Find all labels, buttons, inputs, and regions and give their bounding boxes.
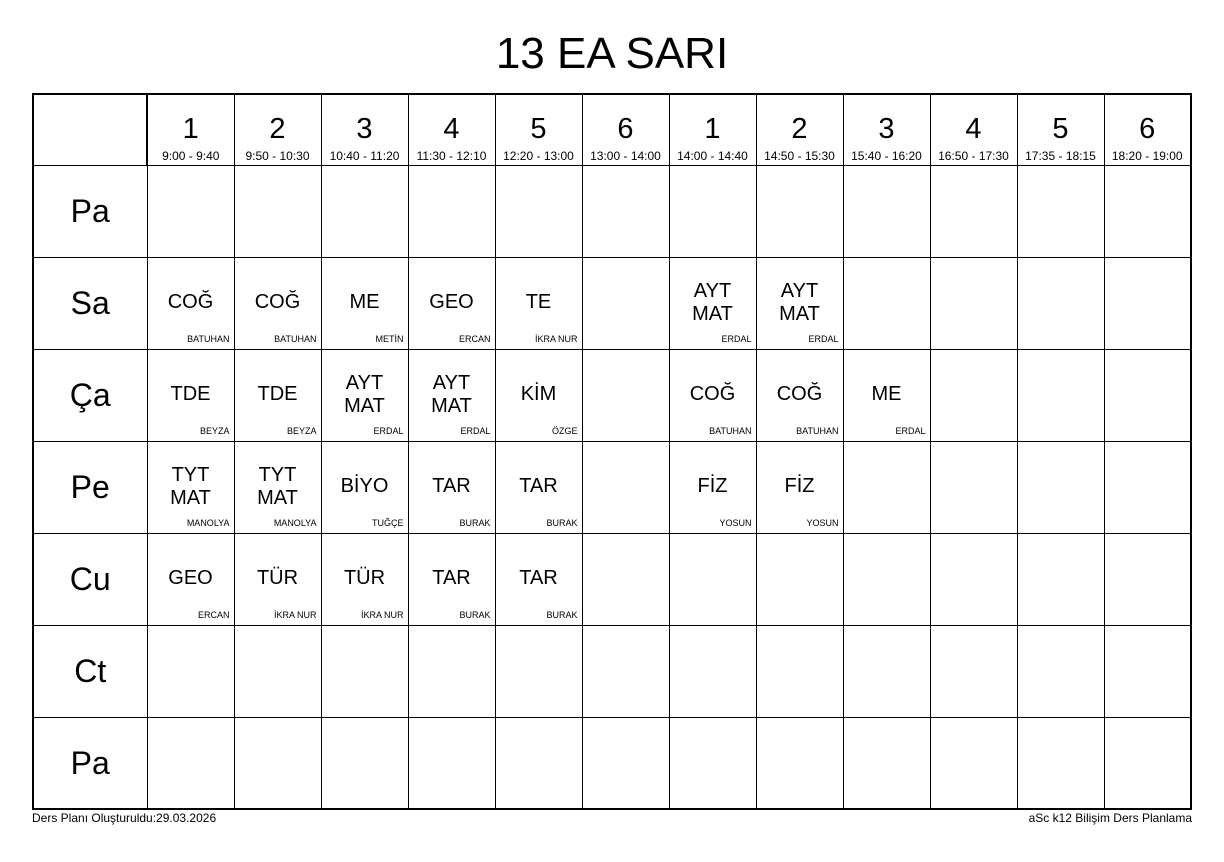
lesson-subject: TÜR: [256, 567, 299, 589]
lesson-cell: [756, 257, 843, 349]
empty-lesson-cell: [234, 717, 321, 809]
empty-lesson-cell: [930, 625, 1017, 717]
lesson-card: [757, 350, 843, 441]
empty-lesson-cell: [1017, 349, 1104, 441]
day-name-cell: [33, 349, 147, 441]
period-number: 1: [704, 113, 721, 145]
empty-lesson-cell: [756, 625, 843, 717]
empty-lesson-cell: [495, 165, 582, 257]
empty-lesson-cell: [147, 165, 234, 257]
period-time: 15:40 - 16:20: [851, 149, 922, 163]
lesson-card: [235, 442, 321, 533]
day-name: Pe: [70, 469, 110, 505]
empty-lesson-cell: [582, 257, 669, 349]
lesson-cell: [234, 441, 321, 533]
empty-lesson-cell: [669, 165, 756, 257]
lesson-teacher: MANOLYA: [273, 517, 317, 528]
lesson-cell: [147, 257, 234, 349]
lesson-teacher: ERCAN: [197, 609, 230, 620]
lesson-teacher: İKRA NUR: [360, 609, 404, 620]
lesson-subject: AYT MAT: [344, 371, 385, 417]
period-time: 16:50 - 17:30: [938, 149, 1009, 163]
period-header-4: [408, 94, 495, 165]
lesson-card: [496, 350, 582, 441]
period-header-11: [1017, 94, 1104, 165]
day-row: [33, 625, 1191, 717]
day-name: Pa: [70, 193, 110, 229]
lesson-subject: FİZ: [697, 475, 728, 497]
lesson-teacher: ÖZGE: [551, 425, 578, 436]
lesson-cell: [669, 349, 756, 441]
lesson-teacher: İKRA NUR: [273, 609, 317, 620]
period-header-3: [321, 94, 408, 165]
period-number: 6: [617, 113, 634, 145]
day-row: [33, 257, 1191, 349]
empty-lesson-cell: [582, 533, 669, 625]
day-row: [33, 165, 1191, 257]
empty-lesson-cell: [930, 349, 1017, 441]
period-time: 17:35 - 18:15: [1025, 149, 1096, 163]
lesson-cell: [147, 441, 234, 533]
lesson-card: [670, 442, 756, 533]
lesson-subject: TÜR: [343, 567, 386, 589]
empty-lesson-cell: [1104, 349, 1191, 441]
empty-lesson-cell: [495, 717, 582, 809]
lesson-subject: TDE: [257, 383, 298, 405]
empty-lesson-cell: [1017, 625, 1104, 717]
period-time: 9:50 - 10:30: [245, 149, 310, 163]
period-header-5: [495, 94, 582, 165]
period-number: 4: [965, 113, 982, 145]
empty-lesson-cell: [843, 533, 930, 625]
lesson-subject: COĞ: [776, 383, 823, 405]
empty-lesson-cell: [1017, 257, 1104, 349]
lesson-cell: [408, 257, 495, 349]
empty-lesson-cell: [669, 717, 756, 809]
lesson-subject: TYT MAT: [170, 463, 211, 509]
lesson-subject: COĞ: [689, 383, 736, 405]
lesson-cell: [234, 533, 321, 625]
empty-lesson-cell: [234, 625, 321, 717]
period-header-12: [1104, 94, 1191, 165]
empty-lesson-cell: [408, 717, 495, 809]
lesson-cell: [756, 349, 843, 441]
lesson-subject: FİZ: [784, 475, 815, 497]
lesson-teacher: YOSUN: [806, 517, 839, 528]
lesson-teacher: BATUHAN: [709, 425, 752, 436]
lesson-card: [409, 350, 495, 441]
period-time: 14:50 - 15:30: [764, 149, 835, 163]
lesson-teacher: YOSUN: [719, 517, 752, 528]
period-number: 6: [1139, 113, 1156, 145]
period-number: 2: [269, 113, 286, 145]
empty-lesson-cell: [1104, 165, 1191, 257]
period-header-6: [582, 94, 669, 165]
empty-lesson-cell: [1017, 441, 1104, 533]
day-name-cell: [33, 257, 147, 349]
lesson-cell: [321, 349, 408, 441]
empty-lesson-cell: [1104, 441, 1191, 533]
period-header-10: [930, 94, 1017, 165]
day-row: [33, 717, 1191, 809]
lesson-cell: [408, 349, 495, 441]
empty-lesson-cell: [582, 441, 669, 533]
lesson-cell: [408, 441, 495, 533]
lesson-card: [235, 258, 321, 349]
empty-lesson-cell: [495, 625, 582, 717]
day-name-cell: [33, 717, 147, 809]
empty-lesson-cell: [321, 625, 408, 717]
day-name: Cu: [69, 561, 111, 597]
lesson-subject: TAR: [432, 475, 471, 497]
period-time: 13:00 - 14:00: [590, 149, 661, 163]
day-name-cell: [33, 533, 147, 625]
lesson-card: [670, 258, 756, 349]
empty-lesson-cell: [930, 257, 1017, 349]
empty-lesson-cell: [843, 257, 930, 349]
empty-lesson-cell: [1017, 717, 1104, 809]
day-row: [33, 349, 1191, 441]
lesson-cell: [147, 533, 234, 625]
empty-lesson-cell: [1104, 257, 1191, 349]
lesson-card: [322, 442, 408, 533]
empty-lesson-cell: [321, 717, 408, 809]
lesson-card: [148, 350, 234, 441]
day-row: [33, 533, 1191, 625]
lesson-cell: [234, 257, 321, 349]
lesson-card: [409, 258, 495, 349]
empty-lesson-cell: [930, 533, 1017, 625]
lesson-card: [148, 258, 234, 349]
day-name-cell: [33, 625, 147, 717]
day-row: [33, 441, 1191, 533]
period-number: 5: [1052, 113, 1069, 145]
software-credit-footer: aSc k12 Bilişim Ders Planlama: [1028, 811, 1192, 825]
lesson-teacher: MANOLYA: [186, 517, 230, 528]
lesson-teacher: ERCAN: [458, 333, 491, 344]
period-header-8: [756, 94, 843, 165]
lesson-teacher: BEYZA: [286, 425, 317, 436]
lesson-subject: KİM: [520, 383, 557, 405]
timetable: [32, 93, 1192, 810]
lesson-card: [496, 442, 582, 533]
lesson-subject: COĞ: [167, 291, 214, 313]
empty-lesson-cell: [930, 441, 1017, 533]
period-time: 10:40 - 11:20: [329, 149, 400, 163]
lesson-card: [757, 258, 843, 349]
lesson-teacher: ERDAL: [808, 333, 839, 344]
lesson-subject: ME: [349, 291, 380, 313]
period-time: 14:00 - 14:40: [677, 149, 748, 163]
empty-lesson-cell: [930, 717, 1017, 809]
empty-lesson-cell: [1017, 533, 1104, 625]
lesson-card: [322, 534, 408, 625]
lesson-subject: TE: [525, 291, 552, 313]
empty-lesson-cell: [756, 165, 843, 257]
empty-lesson-cell: [234, 165, 321, 257]
period-number: 2: [791, 113, 808, 145]
lesson-card: [496, 258, 582, 349]
lesson-subject: GEO: [168, 567, 213, 589]
period-header-7: [669, 94, 756, 165]
empty-lesson-cell: [1104, 717, 1191, 809]
period-header-row: [33, 94, 1191, 165]
lesson-cell: [408, 533, 495, 625]
empty-lesson-cell: [669, 625, 756, 717]
lesson-teacher: ERDAL: [721, 333, 752, 344]
period-time: 11:30 - 12:10: [416, 149, 487, 163]
period-header-9: [843, 94, 930, 165]
empty-lesson-cell: [408, 165, 495, 257]
lesson-subject: AYT MAT: [431, 371, 472, 417]
empty-lesson-cell: [843, 441, 930, 533]
lesson-subject: BİYO: [340, 475, 389, 497]
lesson-teacher: BATUHAN: [187, 333, 230, 344]
lesson-card: [409, 534, 495, 625]
empty-lesson-cell: [408, 625, 495, 717]
period-time: 12:20 - 13:00: [503, 149, 574, 163]
lesson-cell: [495, 349, 582, 441]
lesson-card: [496, 534, 582, 625]
period-time: 9:00 - 9:40: [162, 149, 220, 163]
lesson-teacher: İKRA NUR: [534, 333, 578, 344]
day-name: Ct: [74, 653, 107, 689]
lesson-teacher: BATUHAN: [274, 333, 317, 344]
period-header-1: [147, 94, 234, 165]
period-header-2: [234, 94, 321, 165]
empty-lesson-cell: [930, 165, 1017, 257]
lesson-cell: [495, 533, 582, 625]
lesson-subject: COĞ: [254, 291, 301, 313]
lesson-teacher: ERDAL: [895, 425, 926, 436]
empty-lesson-cell: [1104, 625, 1191, 717]
lesson-subject: TAR: [519, 475, 558, 497]
empty-lesson-cell: [756, 717, 843, 809]
lesson-subject: AYT MAT: [779, 279, 820, 325]
empty-lesson-cell: [843, 165, 930, 257]
lesson-card: [148, 442, 234, 533]
empty-lesson-cell: [1017, 165, 1104, 257]
lesson-cell: [495, 257, 582, 349]
lesson-teacher: BURAK: [546, 609, 578, 620]
empty-lesson-cell: [582, 625, 669, 717]
lesson-cell: [669, 441, 756, 533]
day-name-cell: [33, 441, 147, 533]
created-date-footer: Ders Planı Oluşturuldu:29.03.2026: [32, 811, 217, 825]
lesson-card: [322, 350, 408, 441]
page-title: 13 EA SARI: [495, 29, 729, 78]
empty-lesson-cell: [582, 165, 669, 257]
lesson-cell: [147, 349, 234, 441]
lesson-teacher: BATUHAN: [796, 425, 839, 436]
lesson-cell: [843, 349, 930, 441]
empty-lesson-cell: [756, 533, 843, 625]
lesson-card: [844, 350, 930, 441]
lesson-teacher: METİN: [375, 333, 404, 344]
empty-lesson-cell: [843, 717, 930, 809]
empty-lesson-cell: [582, 717, 669, 809]
lesson-teacher: TUĞÇE: [372, 517, 404, 528]
lesson-teacher: BURAK: [459, 609, 491, 620]
empty-lesson-cell: [147, 717, 234, 809]
lesson-subject: AYT MAT: [692, 279, 733, 325]
empty-lesson-cell: [1104, 533, 1191, 625]
empty-lesson-cell: [582, 349, 669, 441]
lesson-card: [670, 350, 756, 441]
lesson-card: [322, 258, 408, 349]
lesson-cell: [495, 441, 582, 533]
lesson-subject: TDE: [170, 383, 211, 405]
lesson-subject: TAR: [519, 567, 558, 589]
day-name: Ça: [69, 377, 111, 413]
period-number: 3: [878, 113, 895, 145]
lesson-subject: ME: [871, 383, 902, 405]
period-time: 18:20 - 19:00: [1111, 149, 1183, 163]
lesson-teacher: BEYZA: [199, 425, 230, 436]
lesson-cell: [756, 441, 843, 533]
lesson-card: [235, 534, 321, 625]
lesson-teacher: BURAK: [459, 517, 491, 528]
lesson-card: [235, 350, 321, 441]
lesson-cell: [321, 533, 408, 625]
lesson-subject: TYT MAT: [257, 463, 298, 509]
lesson-card: [148, 534, 234, 625]
period-number: 4: [443, 113, 460, 145]
lesson-teacher: ERDAL: [373, 425, 404, 436]
empty-lesson-cell: [147, 625, 234, 717]
lesson-cell: [321, 257, 408, 349]
lesson-teacher: ERDAL: [460, 425, 491, 436]
lesson-subject: GEO: [429, 291, 474, 313]
lesson-cell: [669, 257, 756, 349]
empty-lesson-cell: [843, 625, 930, 717]
day-name: Sa: [70, 285, 110, 321]
lesson-cell: [321, 441, 408, 533]
empty-lesson-cell: [669, 533, 756, 625]
header-corner-cell: [33, 94, 147, 165]
period-number: 3: [356, 113, 373, 145]
lesson-card: [409, 442, 495, 533]
period-number: 5: [530, 113, 547, 145]
day-name-cell: [33, 165, 147, 257]
lesson-subject: TAR: [432, 567, 471, 589]
empty-lesson-cell: [321, 165, 408, 257]
day-name: Pa: [70, 744, 110, 781]
lesson-cell: [234, 349, 321, 441]
lesson-teacher: BURAK: [546, 517, 578, 528]
period-number: 1: [182, 113, 199, 145]
lesson-card: [757, 442, 843, 533]
